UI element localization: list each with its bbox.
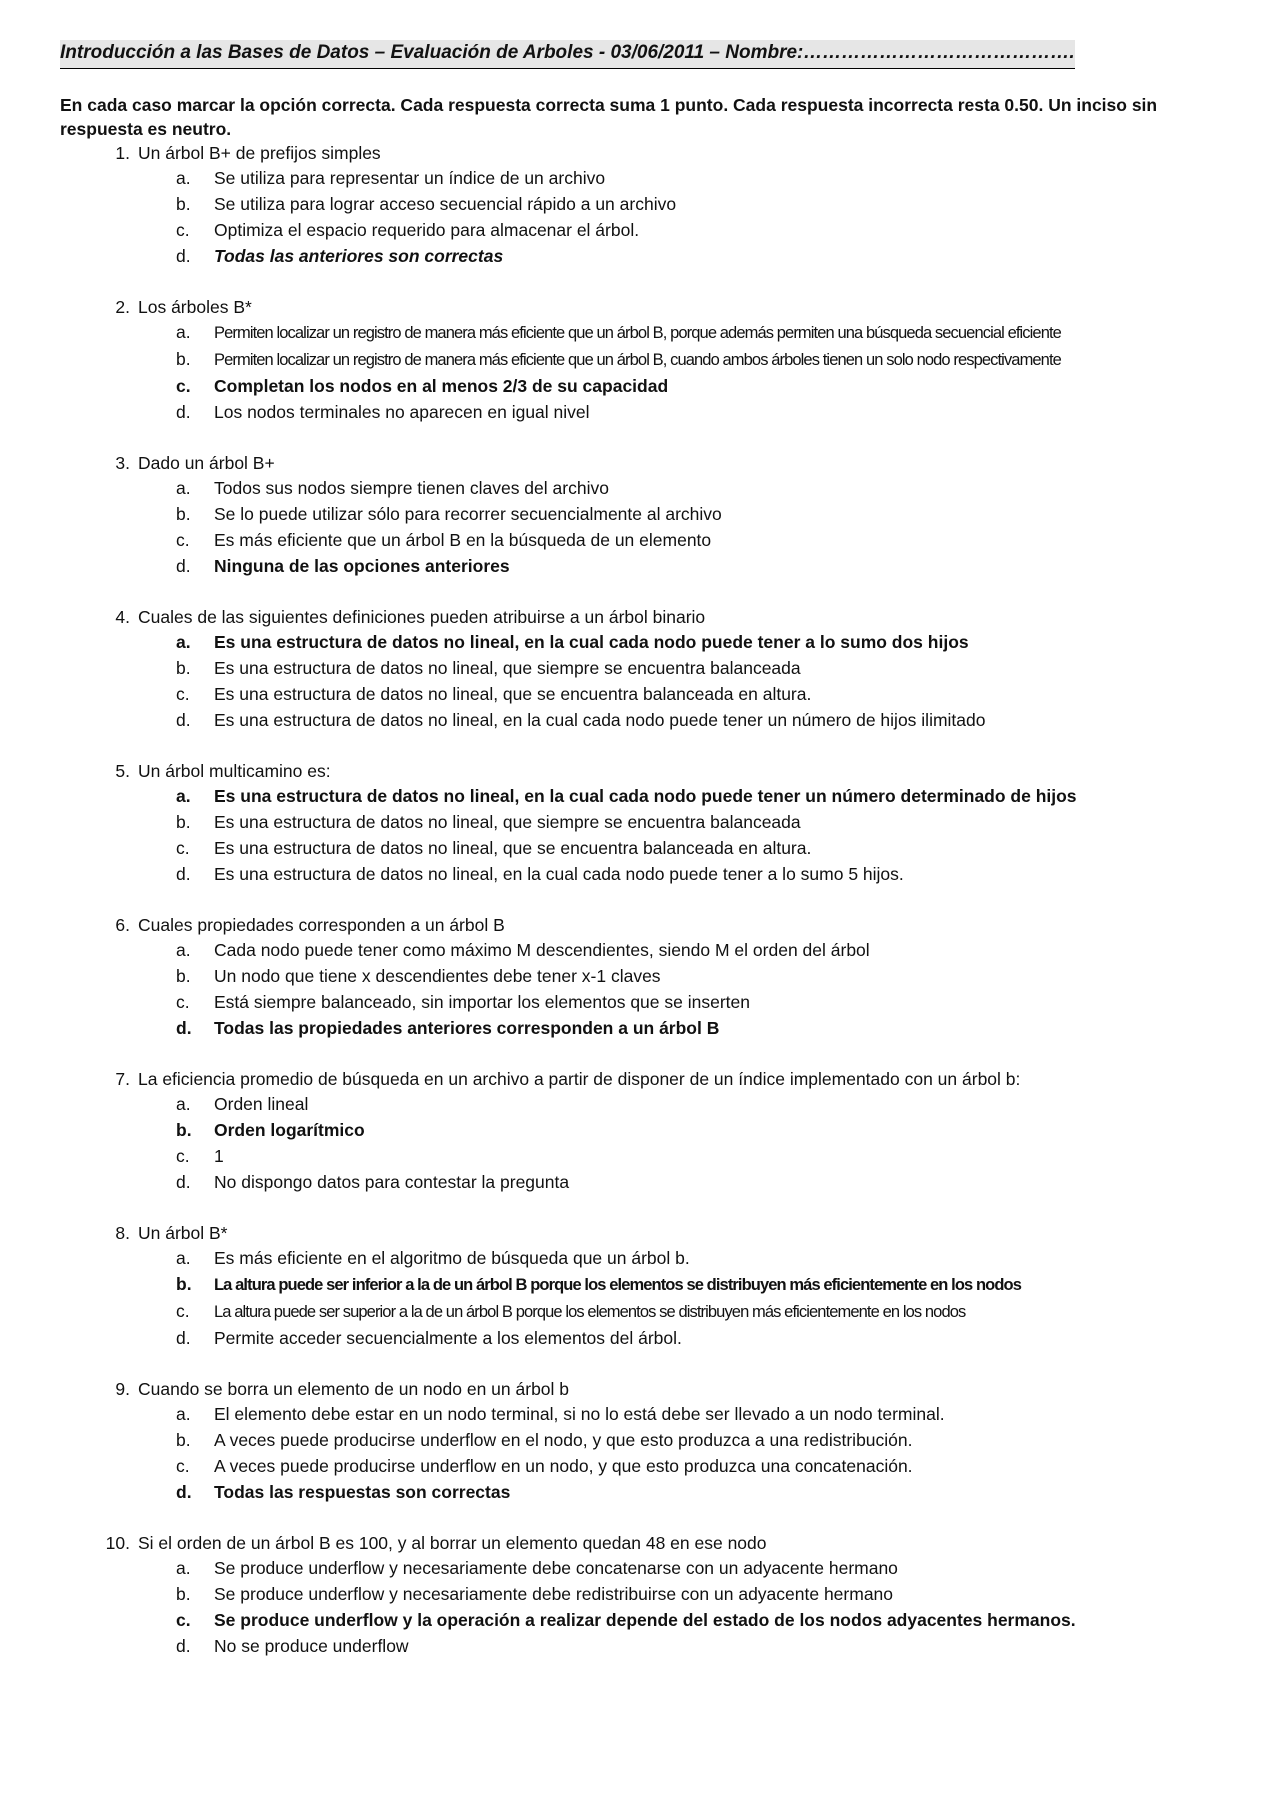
option-c[interactable] <box>60 989 1230 1015</box>
option-letter: d. <box>176 710 191 730</box>
option-letter: c. <box>176 1456 190 1476</box>
question-number: 1. <box>115 143 130 163</box>
option-text: La altura puede ser inferior a la de un árbol B porque los elementos se distribuyen más eficientemente en los nodos <box>214 1276 1021 1294</box>
option-b[interactable] <box>60 1427 1230 1453</box>
option-letter: b. <box>176 349 191 369</box>
option-c[interactable] <box>60 1607 1230 1633</box>
option-letter: d. <box>176 1172 191 1192</box>
option-a[interactable] <box>60 165 1230 191</box>
option-b[interactable] <box>60 191 1230 217</box>
question-text: Cuales propiedades corresponden a un árbol B <box>138 915 505 935</box>
option-c[interactable] <box>60 1298 1230 1325</box>
option-a[interactable] <box>60 1555 1230 1581</box>
question-6 <box>60 913 1230 1041</box>
option-text: No se produce underflow <box>214 1636 409 1656</box>
option-a[interactable] <box>60 1401 1230 1427</box>
option-d[interactable] <box>60 707 1230 733</box>
option-b[interactable] <box>60 963 1230 989</box>
question-1 <box>60 141 1230 269</box>
option-letter: d. <box>176 1328 191 1348</box>
question-9 <box>60 1377 1230 1505</box>
option-c[interactable] <box>60 373 1230 399</box>
option-c[interactable] <box>60 527 1230 553</box>
option-text: Es una estructura de datos no lineal, en la cual cada nodo puede tener un número determinado de hijos <box>214 786 1077 806</box>
question-text: Dado un árbol B+ <box>138 453 275 473</box>
option-text: El elemento debe estar en un nodo terminal, si no lo está debe ser llevado a un nodo terminal. <box>214 1404 945 1424</box>
option-text: Es más eficiente que un árbol B en la búsqueda de un elemento <box>214 530 712 550</box>
option-letter: b. <box>176 1274 192 1294</box>
option-c[interactable] <box>60 1453 1230 1479</box>
option-letter: b. <box>176 658 191 678</box>
question-text: La eficiencia promedio de búsqueda en un archivo a partir de disponer de un índice implementado con un árbol b: <box>138 1069 1021 1089</box>
option-text: Los nodos terminales no aparecen en igual nivel <box>214 402 590 422</box>
option-text: Se produce underflow y necesariamente debe redistribuirse con un adyacente hermano <box>214 1584 894 1604</box>
option-text: Es una estructura de datos no lineal, en la cual cada nodo puede tener a lo sumo 5 hijos. <box>214 864 904 884</box>
question-text: Un árbol B+ de prefijos simples <box>138 143 381 163</box>
option-letter: c. <box>176 838 190 858</box>
question-text: Un árbol multicamino es: <box>138 761 331 781</box>
option-text: Todas las anteriores son correctas <box>214 246 504 266</box>
option-letter: a. <box>176 1404 191 1424</box>
option-letter: d. <box>176 556 191 576</box>
question-5 <box>60 759 1230 887</box>
question-number: 9. <box>115 1379 130 1399</box>
option-text: Orden logarítmico <box>214 1120 365 1140</box>
option-text: No dispongo datos para contestar la pregunta <box>214 1172 570 1192</box>
option-text: Es una estructura de datos no lineal, que siempre se encuentra balanceada <box>214 658 801 678</box>
option-letter: c. <box>176 684 190 704</box>
option-letter: d. <box>176 1018 192 1038</box>
option-letter: b. <box>176 194 191 214</box>
option-letter: b. <box>176 812 191 832</box>
question-number: 7. <box>115 1069 130 1089</box>
option-text: Se utiliza para representar un índice de un archivo <box>214 168 606 188</box>
question-list <box>60 141 1230 1659</box>
option-text: Todas las propiedades anteriores corresponden a un árbol B <box>214 1018 720 1038</box>
option-a[interactable] <box>60 629 1230 655</box>
option-text: Se produce underflow y la operación a realizar depende del estado de los nodos adyacentes hermanos. <box>214 1610 1076 1630</box>
question-4 <box>60 605 1230 733</box>
option-d[interactable] <box>60 861 1230 887</box>
option-a[interactable] <box>60 937 1230 963</box>
option-text: Completan los nodos en al menos 2/3 de su capacidad <box>214 376 669 396</box>
option-a[interactable] <box>60 475 1230 501</box>
option-d[interactable] <box>60 243 1230 269</box>
option-letter: a. <box>176 1094 191 1114</box>
option-letter: c. <box>176 1146 190 1166</box>
question-text: Cuando se borra un elemento de un nodo en un árbol b <box>138 1379 570 1399</box>
option-text: Es una estructura de datos no lineal, en la cual cada nodo puede tener un número de hijos ilimitado <box>214 710 986 730</box>
option-letter: a. <box>176 168 191 188</box>
exam-header: Introducción a las Bases de Datos – Evaluación de Arboles - 03/06/2011 – Nombre:……………………………………. <box>60 40 1075 69</box>
option-d[interactable] <box>60 1325 1230 1351</box>
option-letter: a. <box>176 1248 191 1268</box>
question-8 <box>60 1221 1230 1351</box>
option-letter: d. <box>176 1636 191 1656</box>
option-text: Permite acceder secuencialmente a los elementos del árbol. <box>214 1328 682 1348</box>
question-number: 10. <box>105 1533 130 1553</box>
question-3 <box>60 451 1230 579</box>
option-d[interactable] <box>60 399 1230 425</box>
option-text: Es una estructura de datos no lineal, que se encuentra balanceada en altura. <box>214 684 812 704</box>
question-number: 4. <box>115 607 130 627</box>
option-text: Optimiza el espacio requerido para almacenar el árbol. <box>214 220 640 240</box>
option-letter: c. <box>176 1610 191 1630</box>
option-letter: d. <box>176 864 191 884</box>
option-letter: b. <box>176 1430 191 1450</box>
option-a[interactable] <box>60 783 1230 809</box>
option-letter: a. <box>176 786 191 806</box>
option-d[interactable] <box>60 1015 1230 1041</box>
option-text: Es una estructura de datos no lineal, que se encuentra balanceada en altura. <box>214 838 812 858</box>
question-number: 2. <box>115 297 130 317</box>
option-c[interactable] <box>60 835 1230 861</box>
option-text: Está siempre balanceado, sin importar los elementos que se inserten <box>214 992 750 1012</box>
option-letter: b. <box>176 1584 191 1604</box>
option-letter: c. <box>176 1301 190 1321</box>
option-text: Orden lineal <box>214 1094 309 1114</box>
option-text: Es una estructura de datos no lineal, que siempre se encuentra balanceada <box>214 812 801 832</box>
option-text: Es una estructura de datos no lineal, en la cual cada nodo puede tener a lo sumo dos hijos <box>214 632 969 652</box>
option-c[interactable] <box>60 217 1230 243</box>
question-text: Los árboles B* <box>138 297 252 317</box>
exam-page <box>60 40 1230 1685</box>
option-text: Ninguna de las opciones anteriores <box>214 556 510 576</box>
option-letter: d. <box>176 246 191 266</box>
question-number: 5. <box>115 761 130 781</box>
option-a[interactable] <box>60 1091 1230 1117</box>
option-c[interactable] <box>60 1143 1230 1169</box>
option-text: Todos sus nodos siempre tienen claves del archivo <box>214 478 609 498</box>
option-text: La altura puede ser superior a la de un árbol B porque los elementos se distribuyen más eficientemente en los nodos <box>214 1303 966 1321</box>
instructions: En cada caso marcar la opción correcta. Cada respuesta correcta suma 1 punto. Cada respuesta incorrecta resta 0.50. Un inciso sin respuesta es neutro. <box>60 95 1158 139</box>
option-text: Un nodo que tiene x descendientes debe tener x-1 claves <box>214 966 661 986</box>
option-a[interactable] <box>60 1245 1230 1271</box>
option-letter: a. <box>176 632 191 652</box>
question-7 <box>60 1067 1230 1195</box>
question-number: 8. <box>115 1223 130 1243</box>
option-letter: c. <box>176 530 190 550</box>
option-letter: c. <box>176 376 191 396</box>
option-d[interactable] <box>60 553 1230 579</box>
option-text: Se produce underflow y necesariamente debe concatenarse con un adyacente hermano <box>214 1558 898 1578</box>
question-number: 6. <box>115 915 130 935</box>
option-letter: a. <box>176 478 191 498</box>
option-b[interactable] <box>60 809 1230 835</box>
option-d[interactable] <box>60 1169 1230 1195</box>
option-letter: c. <box>176 220 190 240</box>
option-letter: d. <box>176 402 191 422</box>
option-letter: b. <box>176 504 191 524</box>
option-b[interactable] <box>60 501 1230 527</box>
option-text: Cada nodo puede tener como máximo M descendientes, siendo M el orden del árbol <box>214 940 870 960</box>
option-text: Permiten localizar un registro de manera más eficiente que un árbol B, cuando ambos árboles tienen un solo nodo respectivamente <box>214 351 1061 369</box>
option-letter: a. <box>176 1558 191 1578</box>
option-text: Todas las respuestas son correctas <box>214 1482 511 1502</box>
question-text: Si el orden de un árbol B es 100, y al borrar un elemento quedan 48 en ese nodo <box>138 1533 767 1553</box>
option-letter: c. <box>176 992 190 1012</box>
question-2 <box>60 295 1230 425</box>
option-letter: b. <box>176 966 191 986</box>
option-letter: d. <box>176 1482 192 1502</box>
option-letter: a. <box>176 322 191 342</box>
option-b[interactable] <box>60 655 1230 681</box>
question-text: Cuales de las siguientes definiciones pueden atribuirse a un árbol binario <box>138 607 706 627</box>
option-text: A veces puede producirse underflow en el nodo, y que esto produzca a una redistribución. <box>214 1430 913 1450</box>
option-text: Permiten localizar un registro de manera más eficiente que un árbol B, porque además permiten una búsqueda secuencial eficiente <box>214 324 1061 342</box>
option-b[interactable] <box>60 1117 1230 1143</box>
option-a[interactable] <box>60 319 1230 346</box>
option-text: Se lo puede utilizar sólo para recorrer secuencialmente al archivo <box>214 504 722 524</box>
option-letter: a. <box>176 940 191 960</box>
option-text: A veces puede producirse underflow en un nodo, y que esto produzca una concatenación. <box>214 1456 913 1476</box>
option-b[interactable] <box>60 1581 1230 1607</box>
option-b[interactable] <box>60 346 1230 373</box>
option-text: 1 <box>214 1146 224 1166</box>
option-b[interactable] <box>60 1271 1230 1298</box>
option-d[interactable] <box>60 1479 1230 1505</box>
question-text: Un árbol B* <box>138 1223 228 1243</box>
option-d[interactable] <box>60 1633 1230 1659</box>
option-letter: b. <box>176 1120 192 1140</box>
question-10 <box>60 1531 1230 1659</box>
option-text: Es más eficiente en el algoritmo de búsqueda que un árbol b. <box>214 1248 690 1268</box>
question-number: 3. <box>115 453 130 473</box>
option-text: Se utiliza para lograr acceso secuencial rápido a un archivo <box>214 194 677 214</box>
option-c[interactable] <box>60 681 1230 707</box>
